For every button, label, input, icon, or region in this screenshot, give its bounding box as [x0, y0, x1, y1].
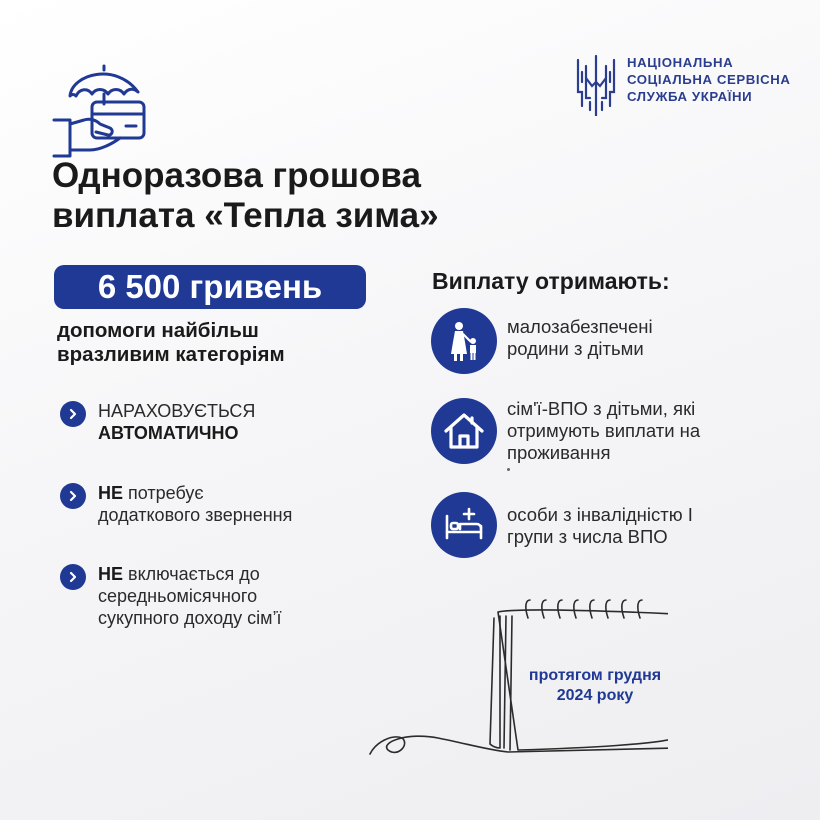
recipient-item-idp-families [431, 398, 700, 464]
amount-subtitle-line-1: допомоги найбільш [57, 319, 259, 342]
nsss-logo [574, 52, 791, 116]
calendar-line-2: 2024 року [556, 687, 634, 704]
fact-text [98, 563, 282, 629]
mother-child-icon [431, 308, 497, 374]
title-line-2: виплата «Тепла зима» [52, 196, 439, 235]
fact-line: НАРАХОВУЄТЬСЯ [98, 401, 256, 421]
amount-badge: 6 500 гривень [54, 265, 366, 309]
recipients-title: Виплату отримають: [432, 268, 670, 294]
umbrella-card-hand-icon [50, 58, 152, 158]
fact-bold: НЕ [98, 564, 124, 584]
recipient-item-disabled-idp [431, 492, 693, 558]
fact-text [98, 482, 292, 526]
house-icon [431, 398, 497, 464]
amount-subtitle-line-2: вразливим категоріям [57, 343, 285, 366]
hospital-bed-icon [431, 492, 497, 558]
chevron-right-icon [60, 564, 86, 590]
recipient-line: проживання [507, 442, 611, 463]
recipient-text [507, 308, 653, 360]
chevron-right-icon [60, 483, 86, 509]
fact-line: включається до [123, 564, 260, 584]
chevron-right-icon [60, 401, 86, 427]
recipient-item-low-income [431, 308, 653, 374]
recipient-line: особи з інвалідністю I [507, 504, 693, 525]
logo-text [627, 52, 791, 105]
recipient-line: групи з числа ВПО [507, 526, 668, 547]
recipient-line: отримують виплати на [507, 420, 701, 441]
recipient-line: малозабезпечені [507, 316, 653, 337]
fact-line: додаткового звернення [98, 505, 293, 525]
fact-item-not-income [60, 563, 282, 629]
nsss-trident-icon [574, 52, 618, 116]
logo-line-2: СОЦІАЛЬНА СЕРВІСНА [627, 72, 791, 87]
fact-bold: НЕ [98, 483, 124, 503]
recipient-line: сім'ї-ВПО з дітьми, які [507, 398, 696, 419]
recipient-text [507, 492, 693, 548]
logo-line-3: СЛУЖБА УКРАЇНИ [627, 89, 753, 104]
title-line-1: Одноразова грошова [52, 156, 421, 195]
recipient-text [507, 398, 700, 464]
fact-line: сукупного доходу сім’ї [98, 608, 282, 628]
fact-item-no-application [60, 482, 292, 526]
fact-text [98, 400, 255, 444]
page-title [52, 156, 439, 236]
fact-item-automatic [60, 400, 255, 444]
fact-line: середньомісячного [98, 586, 258, 606]
fact-bold: АВТОМАТИЧНО [98, 423, 239, 443]
recipient-line: родини з дітьми [507, 338, 644, 359]
amount-subtitle [57, 319, 285, 367]
logo-line-1: НАЦІОНАЛЬНА [627, 55, 734, 70]
decorative-dot [507, 468, 510, 471]
fact-line: потребує [123, 483, 204, 503]
calendar-period-text [510, 666, 680, 706]
calendar-line-1: протягом грудня [528, 667, 662, 684]
